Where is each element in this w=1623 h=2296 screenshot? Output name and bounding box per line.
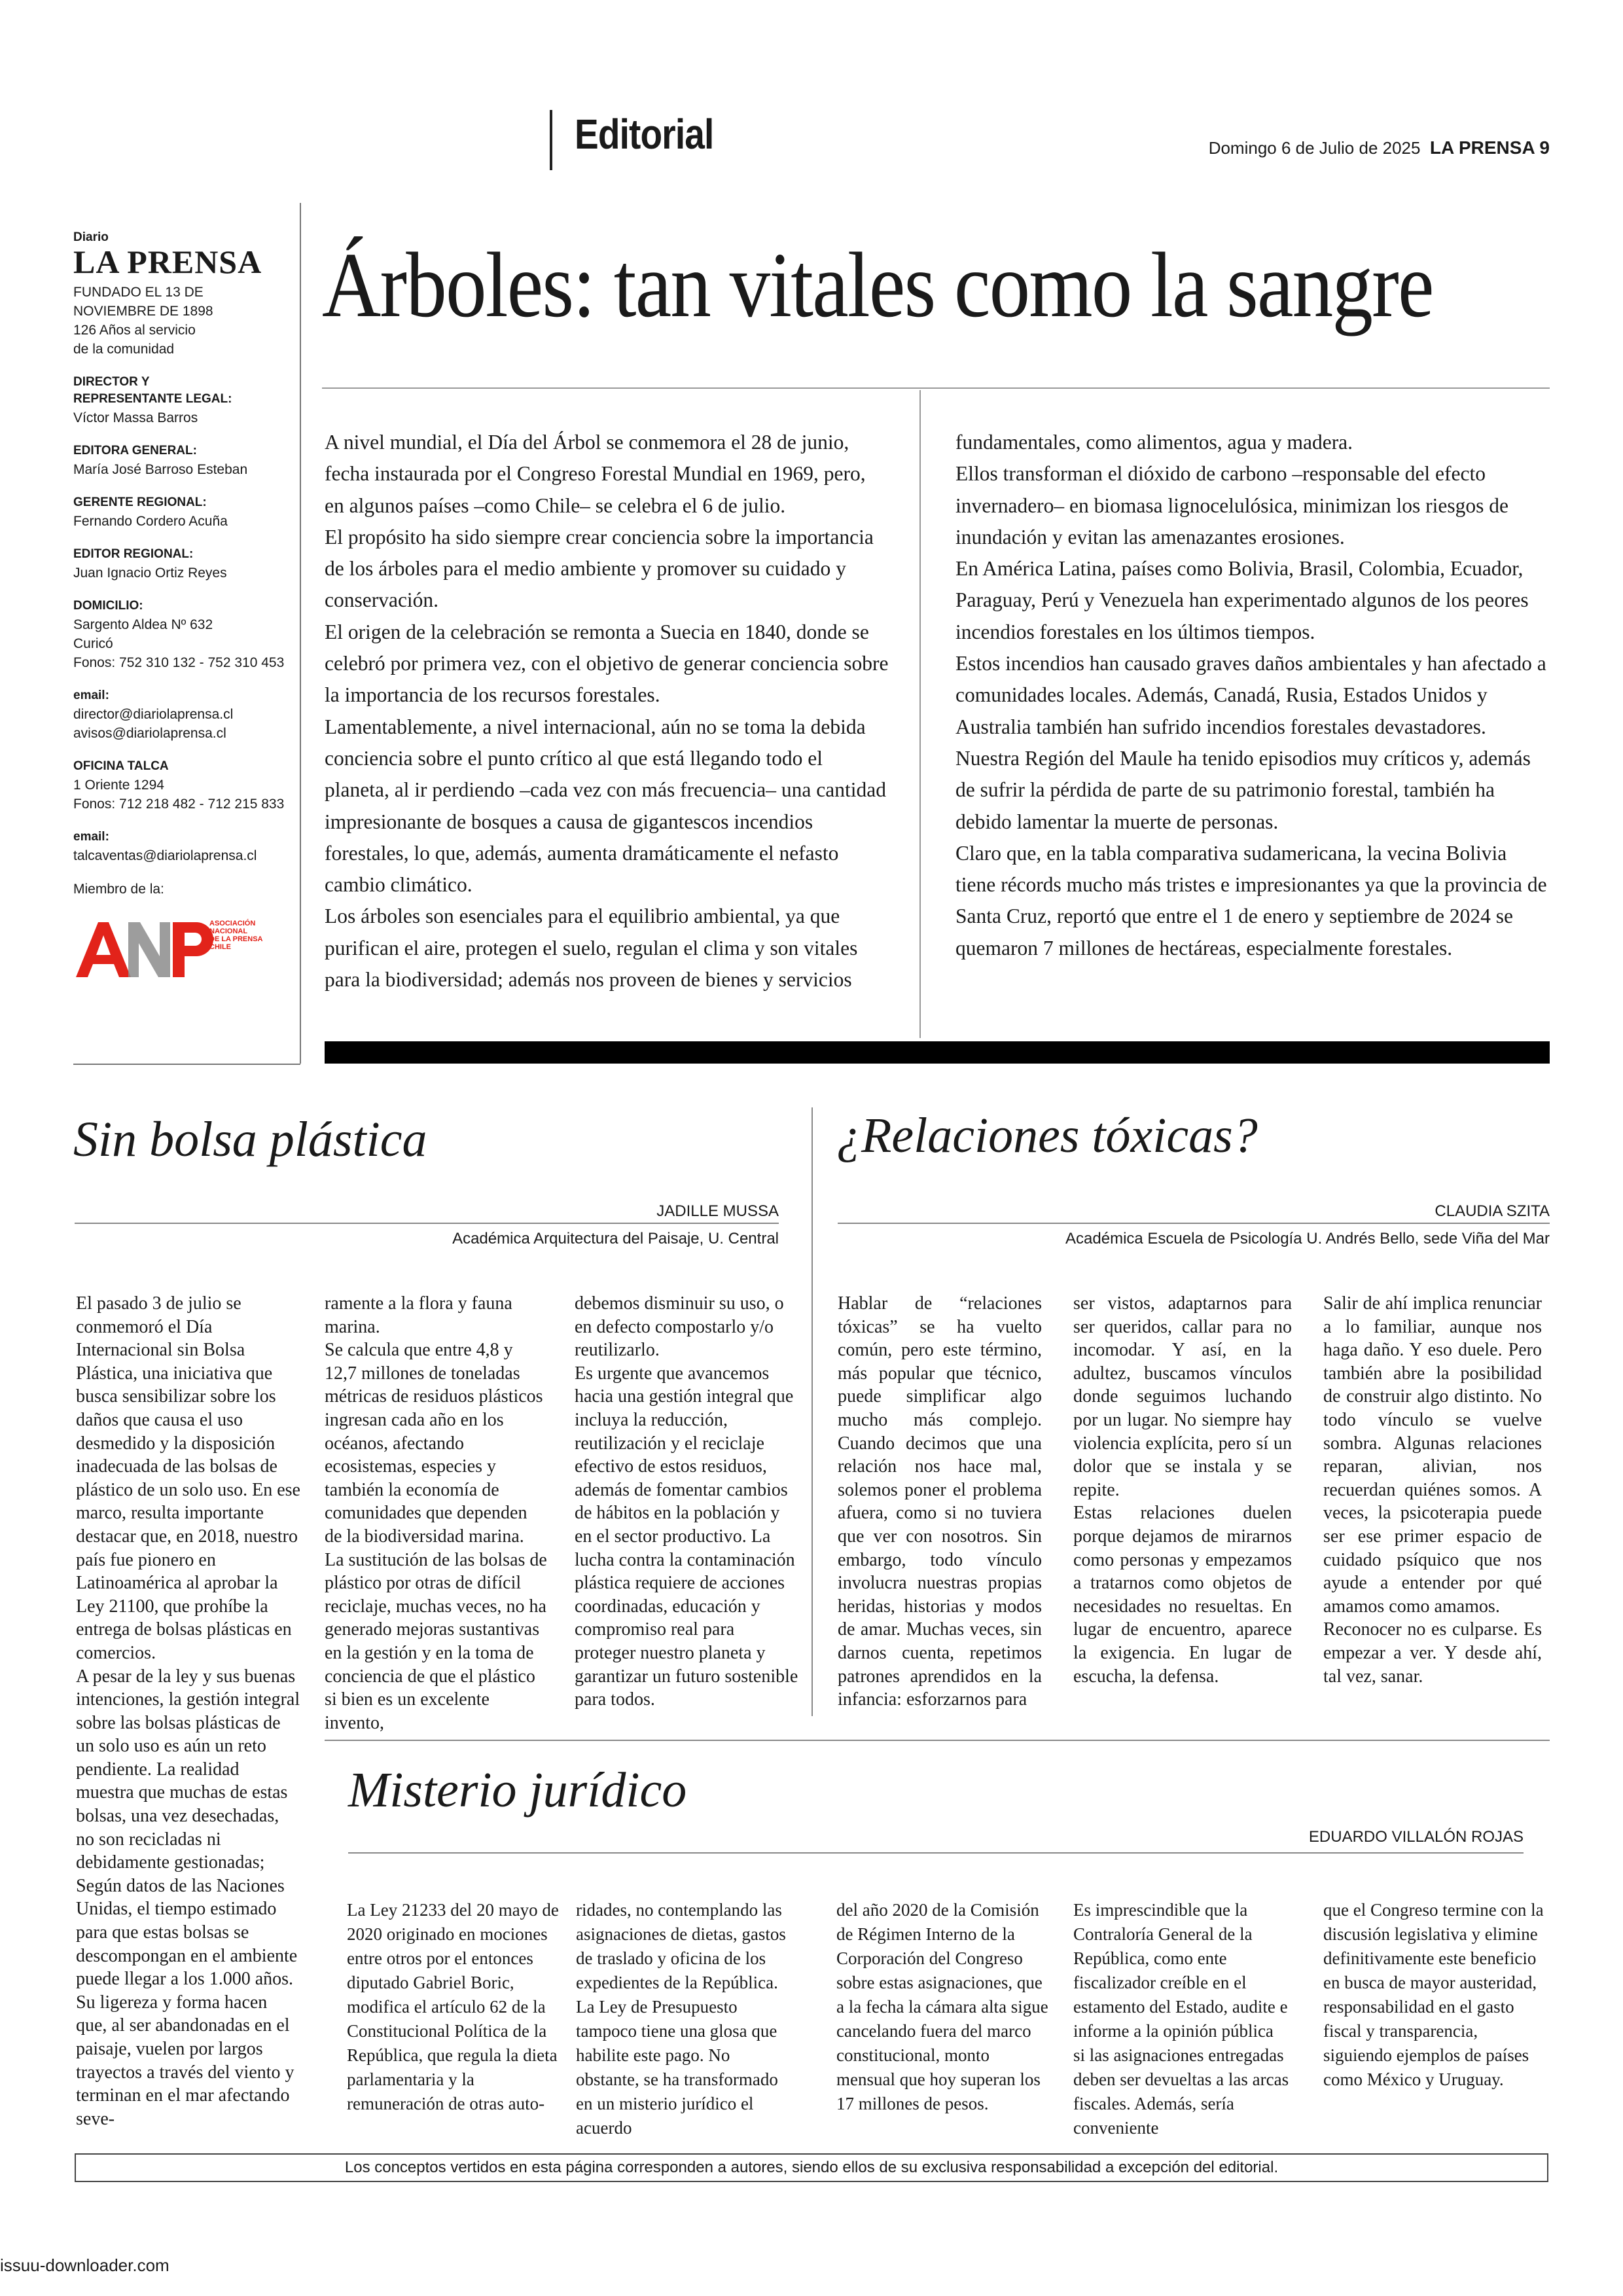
misterio-rule: [348, 1852, 1524, 1854]
misterio-top-rule: [325, 1740, 1550, 1741]
masthead-logo: LA PRENSA: [73, 243, 262, 280]
email-label: email:: [73, 830, 109, 844]
misterio-column-5: que el Congreso termine con la discusión legislativa y elimine definitivamente este beneficio en busca de mayor austeridad, responsabilidad en el gasto fiscal y transparencia, siguiendo ejemplos de países como México y Uruguay.: [1323, 1900, 1544, 2089]
relaciones-rule: [838, 1223, 1550, 1224]
editorial-column-2: [955, 427, 1548, 964]
oficina-line: 1 Oriente 1294: [73, 778, 164, 793]
editor-label: EDITOR REGIONAL:: [73, 547, 194, 561]
relaciones-column-1: Hablar de “relaciones tóxicas” se ha vuelto común, pero este término, más popular que técnico, puede simplificar algo mucho más complejo. Cuando decimos que una relación nos hace mal, solemos poner el problema afuera, como si no tuviera que ver con nosotros. Sin embargo, todo vínculo involucra nuestras propias heridas, historias y modos de amar. Muchas veces, sin darnos cuenta, repetimos patrones aprendidos en la infancia: esforzarnos para: [838, 1293, 1042, 1710]
email-label: email:: [73, 689, 109, 702]
editorial-paragraph: El propósito ha sido siempre crear conciencia sobre la importancia de los árboles para el medio ambiente y promover su cuidado y conservación.: [325, 525, 874, 612]
bolsa-author: JADILLE MUSSA: [656, 1202, 779, 1220]
center-divider: [812, 1107, 813, 1716]
email-address[interactable]: director@diariolaprensa.cl: [73, 707, 234, 722]
header-divider: [550, 110, 552, 170]
editorial-column-1: [325, 427, 889, 996]
editora-label: EDITORA GENERAL:: [73, 444, 197, 457]
masthead: [73, 230, 296, 982]
misterio-column-2: ridades, no contemplando las asignaciones de dietas, gastos de traslado y oficina de los expedientes de la República. La Ley de Presupuesto tampoco tiene una glosa que habilite este pago. No obstante, se ha transformado en un misterio jurídico el acuerdo: [576, 1900, 786, 2138]
bolsa-column-2: ramente a la flora y fauna marina. Se calcula que entre 4,8 y 12,7 millones de toneladas métricas de residuos plásticos ingresan cada año en los océanos, afectando ecosistemas, especies y también la economía de comunidades que dependen de la biodiversidad marina. La sustitución de las bolsas de plástico por otras de difícil reciclaje, muchas veces, no ha generado mejoras sustantivas en la gestión y en la toma de conciencia de que el plástico si bien es un excelente invento,: [325, 1293, 547, 1733]
editorial-paragraph: Nuestra Región del Maule ha tenido episodios muy críticos y, además de sufrir la pérdida de parte de su patrimonio forestal, también ha debido lamentar la muerte de personas.: [955, 746, 1531, 833]
domicilio-line: Fonos: 752 310 132 - 752 310 453: [73, 655, 285, 670]
oficina-line: Fonos: 712 218 482 - 712 215 833: [73, 797, 285, 812]
relaciones-author: CLAUDIA SZITA: [1435, 1202, 1550, 1220]
bolsa-headline: Sin bolsa plástica: [73, 1112, 427, 1167]
editor-name: Juan Ignacio Ortiz Reyes: [73, 565, 227, 581]
editorial-paragraph: Claro que, en la tabla comparativa sudamericana, la vecina Bolivia tiene récords mucho más tristes e impresionantes ya que la provincia de Santa Cruz, reportó que entre el 1 de enero y septiembre de 2024 se quemaron 7 millones de hectáreas, especialmente forestales.: [955, 841, 1547, 960]
misterio-column-1: La Ley 21233 del 20 mayo de 2020 originado en mociones entre otros por el entonces diputado Gabriel Boric, modifica el artículo 62 de la Constitucional Política de la República, que regula la dieta parlamentaria y la remuneración de otras auto-: [347, 1900, 559, 2113]
domicilio-line: Sargento Aldea Nº 632: [73, 617, 213, 632]
editorial-paragraph: Lamentablemente, a nivel internacional, aún no se toma la debida conciencia sobre el punto crítico al que está llegando todo el planeta, al ir perdiendo –cada vez con más frecuencia– una cantidad impresionante de bosques a causa de gigantescos incendios forestales, lo que, además, aumenta dramáticamente el nefasto cambio climático.: [325, 715, 886, 897]
masthead-bottom-rule: [73, 1064, 300, 1065]
editorial-rule: [322, 387, 1550, 389]
gerente-name: Fernando Cordero Acuña: [73, 514, 228, 529]
page-number: LA PRENSA 9: [1429, 137, 1550, 158]
editorial-paragraph: Ellos transforman el dióxido de carbono –responsable del efecto invernadero– en biomasa lignocelulósica, minimizan los riesgos de inundación y evitan las amenazantes erosiones.: [955, 462, 1509, 548]
relaciones-column-3: Salir de ahí implica renunciar a lo familiar, aunque nos haga daño. Y eso duele. Pero también abre la posibilidad de construir algo distinto. No todo vínculo se vuelve sombra. Algunas relaciones reparan, alivian, nos recuerdan quiénes somos. A veces, la psicoterapia puede ser ese primer espacio de cuidado psíquico que nos ayude a entender por qué amamos como amamos. Reconocer no es culparse. Es empezar a ver. Y desde ahí, tal vez, sanar.: [1323, 1293, 1542, 1687]
founded-line: 126 Años al servicio: [73, 323, 196, 338]
anp-caption-line: NACIONAL: [209, 927, 248, 935]
bolsa-affiliation: Académica Arquitectura del Paisaje, U. Central: [452, 1230, 779, 1247]
relaciones-column-2: ser vistos, adaptarnos para ser queridos, callar para no incomodar. Y así, en la adultez, buscamos vínculos donde seguimos luchando por un lugar. No siempre hay violencia explícita, pero sí un dolor que se instala y se repite. Estas relaciones duelen porque dejamos de mirarnos como personas y empezamos a tratarnos como objetos de necesidades no resueltas. En lugar de encuentro, aparece la exigencia. En lugar de escucha, la defensa.: [1073, 1293, 1292, 1687]
bolsa-column-1: El pasado 3 de julio se conmemoró el Día Internacional sin Bolsa Plástica, una iniciativa que busca sensibilizar sobre los daños que causa el uso desmedido y la disposición inadecuada de las bolsas de plástico de un solo uso. En ese marco, resulta importante destacar que, en 2018, nuestro país fue pionero en Latinoamérica al aprobar la Ley 21100, que prohíbe la entrega de bolsas plásticas en comercios. A pesar de la ley y sus buenas intenciones, la gestión integral sobre las bolsas plásticas de un solo uso es aún un reto pendiente. La realidad muestra que muchas de estas bolsas, una vez desechadas, no son recicladas ni debidamente gestionadas; Según datos de las Naciones Unidas, el tiempo estimado para que estas bolsas se descompongan en el ambiente puede llegar a los 1.000 años. Su ligereza y forma hacen que, al ser abandonadas en el paisaje, vuelen por largos trayectos a través del viento y terminan en el mar afectando seve-: [76, 1293, 300, 2129]
misterio-headline: Misterio jurídico: [348, 1763, 687, 1818]
bolsa-column-3: debemos disminuir su uso, o en defecto compostarlo y/o reutilizarlo. Es urgente que avancemos hacia una gestión integral que incluya la reducción, reutilización y el reciclaje efectivo de estos residuos, además de fomentar cambios de hábitos en la población y en el sector productivo. La lucha contra la contaminación plástica requiere de acciones coordinadas, educación y compromiso real para proteger nuestro planeta y garantizar un futuro sostenible para todos.: [575, 1293, 798, 1710]
editora-name: María José Barroso Esteban: [73, 462, 248, 477]
anp-caption: [209, 920, 263, 951]
founded-line: FUNDADO EL 13 DE: [73, 285, 204, 300]
anp-caption-line: DE LA PRENSA: [209, 935, 263, 943]
anp-logo: [73, 917, 296, 982]
editorial-paragraph: A nivel mundial, el Día del Árbol se conmemora el 28 de junio, fecha instaurada por el Congreso Forestal Mundial en 1969, pero, en algunos países –como Chile– se celebra el 6 de julio.: [325, 431, 866, 517]
disclaimer: Los conceptos vertidos en esta página corresponden a autores, siendo ellos de su exclusiva responsabilidad a excepción del editorial.: [75, 2153, 1548, 2182]
director-label-line: DIRECTOR Y: [73, 375, 150, 389]
relaciones-affiliation: Académica Escuela de Psicología U. Andrés Bello, sede Viña del Mar: [1065, 1230, 1550, 1247]
anp-caption-line: CHILE: [209, 943, 231, 951]
director-label-line: REPRESENTANTE LEGAL:: [73, 392, 232, 406]
editorial-paragraph: fundamentales, como alimentos, agua y madera.: [955, 431, 1353, 454]
email-address[interactable]: avisos@diariolaprensa.cl: [73, 726, 226, 741]
misterio-column-3: del año 2020 de la Comisión de Régimen Interno de la Corporación del Congreso sobre estas asignaciones, que a la fecha la cámara alta sigue cancelando fuera del marco constitucional, monto mensual que hoy superan los 17 millones de pesos.: [836, 1900, 1048, 2113]
editorial-paragraph: Estos incendios han causado graves daños ambientales y han afectado a comunidades locales. Además, Canadá, Rusia, Estados Unidos y Australia también han sufrido incendios forestales devastadores.: [955, 652, 1546, 738]
founded-line: NOVIEMBRE DE 1898: [73, 304, 213, 319]
masthead-divider: [300, 203, 301, 1064]
gerente-label: GERENTE REGIONAL:: [73, 495, 207, 509]
bolsa-rule: [75, 1223, 779, 1224]
editorial-paragraph: En América Latina, países como Bolivia, Brasil, Colombia, Ecuador, Paraguay, Perú y Venezuela han experimentado algunos de los peores incendios forestales en los últimos tiempos.: [955, 557, 1529, 643]
member-label: Miembro de la:: [73, 882, 164, 897]
email-address[interactable]: talcaventas@diariolaprensa.cl: [73, 848, 257, 863]
anp-caption-line: ASOCIACIÓN: [209, 920, 256, 927]
editorial-headline: Árboles: tan vitales como la sangre: [322, 233, 1433, 336]
misterio-column-4: Es imprescindible que la Contraloría General de la República, como ente fiscalizador creíble en el estamento del Estado, audite e informe a la opinión pública si las asignaciones entregadas deben ser devueltas a las arcas fiscales. Además, sería conveniente: [1073, 1900, 1289, 2138]
editorial-paragraph: Los árboles son esenciales para el equilibrio ambiental, ya que purifican el aire, protegen el suelo, regulan el clima y son vitales para la biodiversidad; además nos proveen de bienes y servicios: [325, 905, 858, 992]
misterio-author: EDUARDO VILLALÓN ROJAS: [1308, 1828, 1524, 1846]
domicilio-line: Curicó: [73, 636, 113, 651]
editorial-column-divider: [919, 390, 921, 1038]
masthead-diario: Diario: [73, 230, 109, 244]
director-label: [73, 373, 296, 408]
section-title: Editorial: [575, 111, 714, 158]
relaciones-headline: ¿Relaciones tóxicas?: [836, 1108, 1258, 1163]
editorial-bottom-bar: [325, 1041, 1550, 1064]
oficina-label: OFICINA TALCA: [73, 759, 169, 773]
founded-line: de la comunidad: [73, 342, 175, 357]
dateline: [1209, 137, 1550, 158]
date-text: Domingo 6 de Julio de 2025: [1208, 138, 1421, 158]
director-name: Víctor Massa Barros: [73, 410, 198, 425]
domicilio-label: DOMICILIO:: [73, 599, 143, 613]
watermark: issuu-downloader.com: [0, 2255, 169, 2275]
editorial-paragraph: El origen de la celebración se remonta a Suecia en 1840, donde se celebró por primera vez, con el objetivo de generar conciencia sobre la importancia de los recursos forestales.: [325, 620, 889, 707]
